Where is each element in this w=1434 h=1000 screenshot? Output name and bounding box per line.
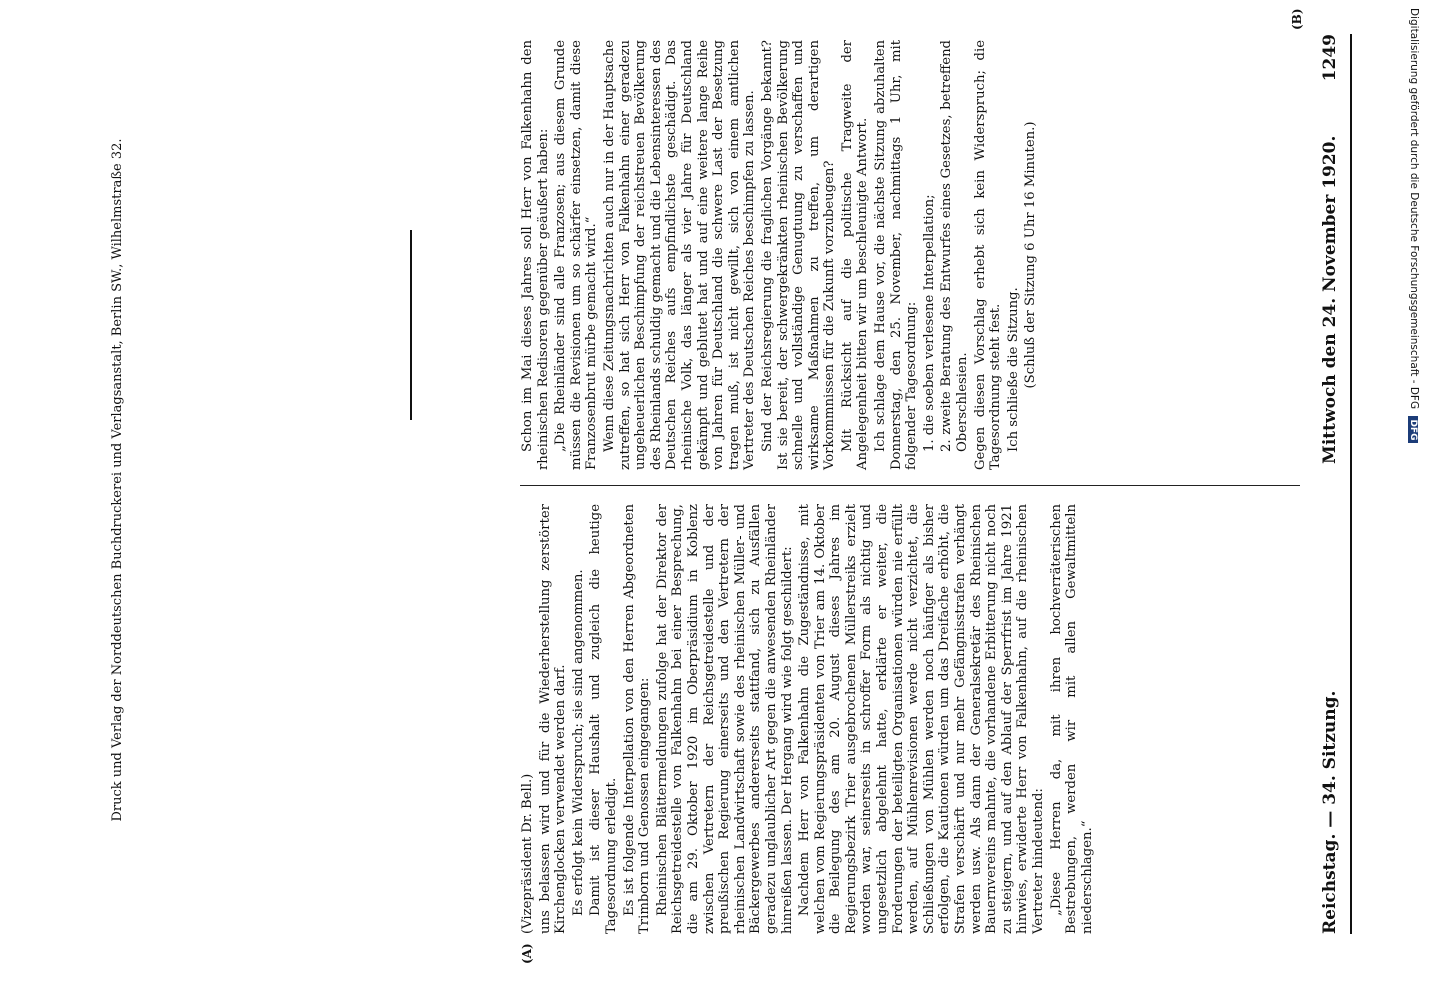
agenda-item-2: 2. zweite Beratung des Entwurfes eines Gesetzes, betreffend Oberschlesien. (939, 40, 971, 452)
paragraph: Sind der Reichsregierung die fraglichen Vorgänge bekannt? Ist sie bereit, der schwergekränkten rheinischen Bevölkerung schnelle und vollständige Genugtuung zu verschaffen und wirksame Maßnahmen zu treffen, um derartigen Vorkommnissen für die Zukunft vorzubeugen? (759, 40, 838, 470)
speaker-note: (Vizepräsident Dr. Bell.) (520, 773, 535, 934)
paragraph: Damit ist dieser Haushalt und zugleich die heutige Tagesordnung erledigt. (588, 504, 619, 934)
paragraph: Ich schlage dem Hause vor, die nächste Sitzung abzuhalten Donnerstag, den 25. November, nachmittags 1 Uhr, mit folgender Tagesordnung: (873, 40, 920, 470)
right-column (520, 40, 1300, 470)
digitization-note: Digitalisierung gefördert durch die Deutsche Forschungsgemeinschaft - DFG (1408, 8, 1420, 410)
paragraph: Es ist folgende Interpellation von den Herren Abgeordneten Trimborn und Genossen eingegangen: (621, 504, 653, 934)
paragraph: Rheinischen Blättermeldungen zufolge hat der Direktor der Reichsgetreidestelle von Falkenhahn bei einer Besprechung, die am 29. Oktober 1920 im Oberpräsidium in Koblenz zwischen Vertretern der Reichsgetreidestelle und der preußischen Regierung einerseits und den Vertretern der rheinischen Landwirtschaft sowie des rheinischen Müller- und Bäckergewerbes andererseits stattfand, sich zu Ausfällen geradezu unglaublicher Art gegen die anwesenden Rheinländer hinreißen lassen. Der Hergang wird wie folgt geschildert: (654, 504, 795, 934)
margin-letter-a: (A) (520, 943, 534, 964)
header-rule (1350, 34, 1352, 934)
paragraph: Es erfolgt kein Widerspruch; sie sind angenommen. (570, 569, 586, 916)
dfg-logo: DFG (1408, 416, 1418, 443)
closing-note: (Schluß der Sitzung 6 Uhr 16 Minuten.) (1023, 121, 1039, 389)
paragraph: Wenn diese Zeitungsnachrichten auch nur in der Hauptsache zutreffen, so hat sich Herr von Falkenhahn einer geradezu ungeheuerlichen Beschimpfung der reichstreuen Bevölkerung des Rheinlands schuldig gemacht und die Lebensinteressen des Deutschen Reiches aufs empfindlichste geschädigt. Das rheinische Volk, das länger als vier Jahre für Deutschland gekämpft und geblutet hat und auf eine weitere lange Reihe von Jahren für Deutschland die schwere Last der Besetzung tragen muß, ist nicht gewillt, sich von einem amtlichen Vertreter des Deutschen Reiches beschimpfen zu lassen. (601, 40, 758, 470)
paragraph: Nachdem Herr von Falkenhahn die Zugeständnisse, mit welchen vom Regierungspräsidenten von Trier am 14. Oktober die Beilegung des am 20. August dieses Jahres im Regierungsbezirk Trier ausgebrochenen Müllerstreiks erzielt worden war, seinerseits in schroffer Form als nichtig und ungesetzlich abgelehnt hatte, erklärte er weiter, die Forderungen der beteiligten Organisationen würden nie erfüllt werden, auf Mühlenrevisionen werde nicht verzichtet, die Schließungen von Mühlen werden noch häufiger als bisher erfolgen, die Kautionen würden um das Dreifache erhöht, die Strafen verschärft und nur mehr Gefängnisstrafen verhängt werden usw. Als dann der Generalsekretär des Rheinischen Bauernvereins mahnte, die vorhandene Erbitterung nicht noch zu steigern, und auf den Ablauf der Sperrfrist im Jahre 1921 hinwies, erwiderte Herr von Falkenhahn, auf die rheinischen Vertreter hindeutend: (797, 504, 1046, 934)
margin-letter-b: (B) (1290, 8, 1304, 30)
paragraph: Mit Rücksicht auf die politische Tragweite der Angelegenheit bitten wir um beschleunigte Antwort. (839, 40, 871, 470)
paragraph: Ich schließe die Sitzung. (1005, 287, 1021, 452)
paragraph: Gegen diesen Vorschlag erhebt sich kein Widerspruch; die Tagesordnung steht fest. (972, 40, 1004, 470)
agenda-item-1: 1. die soeben verlesene Interpellation; (921, 194, 937, 452)
printer-imprint: Druck und Verlag der Norddeutschen Buchdruckerei und Verlagsanstalt, Berlin SW., Wilhelmstraße 32. (110, 138, 125, 822)
page-content (20, 10, 1400, 970)
column-separator (520, 485, 1300, 486)
paragraph: „Diese Herren da, mit ihren hochverräterischen Bestrebungen, werden wir mit allen Gewaltmitteln niederschlagen.“ (1048, 504, 1095, 934)
end-rule (410, 230, 412, 420)
paragraph: „Die Rheinländer sind alle Franzosen; aus diesem Grunde müssen die Revisionen um so schärfer einsetzen, damit diese Franzosenbrut mürbe gemacht wird.“ (553, 40, 600, 470)
page-number: 1249 (1320, 34, 1340, 82)
left-column (520, 504, 1300, 934)
paragraph: uns belassen wird und für die Wiederherstellung zerstörter Kirchenglocken verwendet werden darf. (537, 504, 569, 934)
paragraph: Schon im Mai dieses Jahres soll Herr von Falkenhahn den rheinischen Redisoren gegenüber geäußert haben: (520, 40, 551, 470)
header-date: Mittwoch den 24. November 1920. (1320, 135, 1340, 464)
digitization-credit (1408, 8, 1420, 443)
header-session: Reichstag. — 34. Sitzung. (1320, 690, 1340, 934)
page-header (1320, 34, 1350, 934)
rotated-document-page (20, 10, 1400, 970)
